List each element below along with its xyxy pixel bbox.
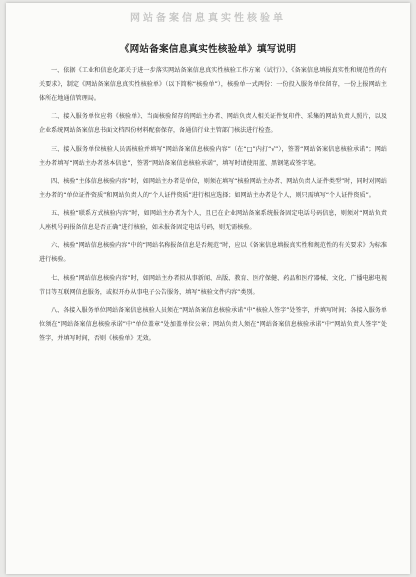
document-title: 《网站备案信息真实性核验单》填写说明 [119,44,297,55]
paragraph-4: 四、核验“主体信息核验内容”时，如网站主办者是单位，则须在填写“核验网站主办者、网站负责人证件类型”时，同时对网站主办者的“单位证件资质”和网站负责人的“个人证件资质”进行相应选择；如网站主办者是个人，则只需填写“个人证件资质”。 [39,177,387,199]
paragraph-8: 八、各接入服务单位网站备案信息核验人员须在“网站备案信息核验承诺”中“核验人签字”处签字，并填写时间；各接入服务单位须在“网站备案信息核验承诺”中“单位盖章”处加盖单位公章；网站负责人须在“网站备案信息核验承诺”中“网站负责人签字”处签字，并填写时间，否则《核验单》无效。 [39,307,387,343]
document-body [39,64,387,350]
paragraph-1: 一、依据《工业和信息化部关于进一步落实网站备案信息真实性核验工作方案（试行）》、《备案信息填报真实性和规范性的有关要求》，制定《网站备案信息真实性核验单》（以下简称“核验单”），核验单一式两份：一份投入服务单位留存，一份上报网站主体所在地通信管理局。 [39,67,387,102]
document-page [6,3,410,574]
faded-header: 网站备案信息真实性核验单 [130,13,286,24]
paragraph-6: 六、核验“网站信息核验内容”中的“网站名称报备信息是否规范”时，应以《备案信息填报真实性和规范性的有关要求》为标准进行核验。 [39,242,387,264]
paragraph-7: 七、核验“网站信息核验内容”时，如网站主办者拟从事新闻、出版、教育、医疗保健、药品和医疗器械、文化、广播电影电视节目等互联网信息服务，或拟开办从事电子公告服务，填写“核验文件内容”类别。 [39,274,387,296]
paragraph-3: 三、接入服务单位核验人员需核验并填写“网站备案信息核验内容”（在“□”内打“√”），签署“网站备案信息核验承诺”；网站主办者填写“网站主办者基本信息”，签署“网站备案信息核验承诺”，填写时请使用蓝、黑钢笔或签字笔。 [39,145,387,167]
paragraph-5: 五、核验“联系方式核验内容”时，如网站主办者为个人，且已在企业网站备案系统报备固定电话号码信息，则须对“网站负责人座机号码报备信息是否正确”进行核验，如未报备固定电话号码，则无需核验。 [39,210,387,232]
paragraph-2: 二、接入服务单位应将《核验单》、当面核验留存的网站主办者、网站负责人相关证件复印件、采集的网站负责人照片，以及企业系统网站备案信息书面文档四份材料配套保存，备通信行业主管部门核法进行检查。 [39,113,387,135]
